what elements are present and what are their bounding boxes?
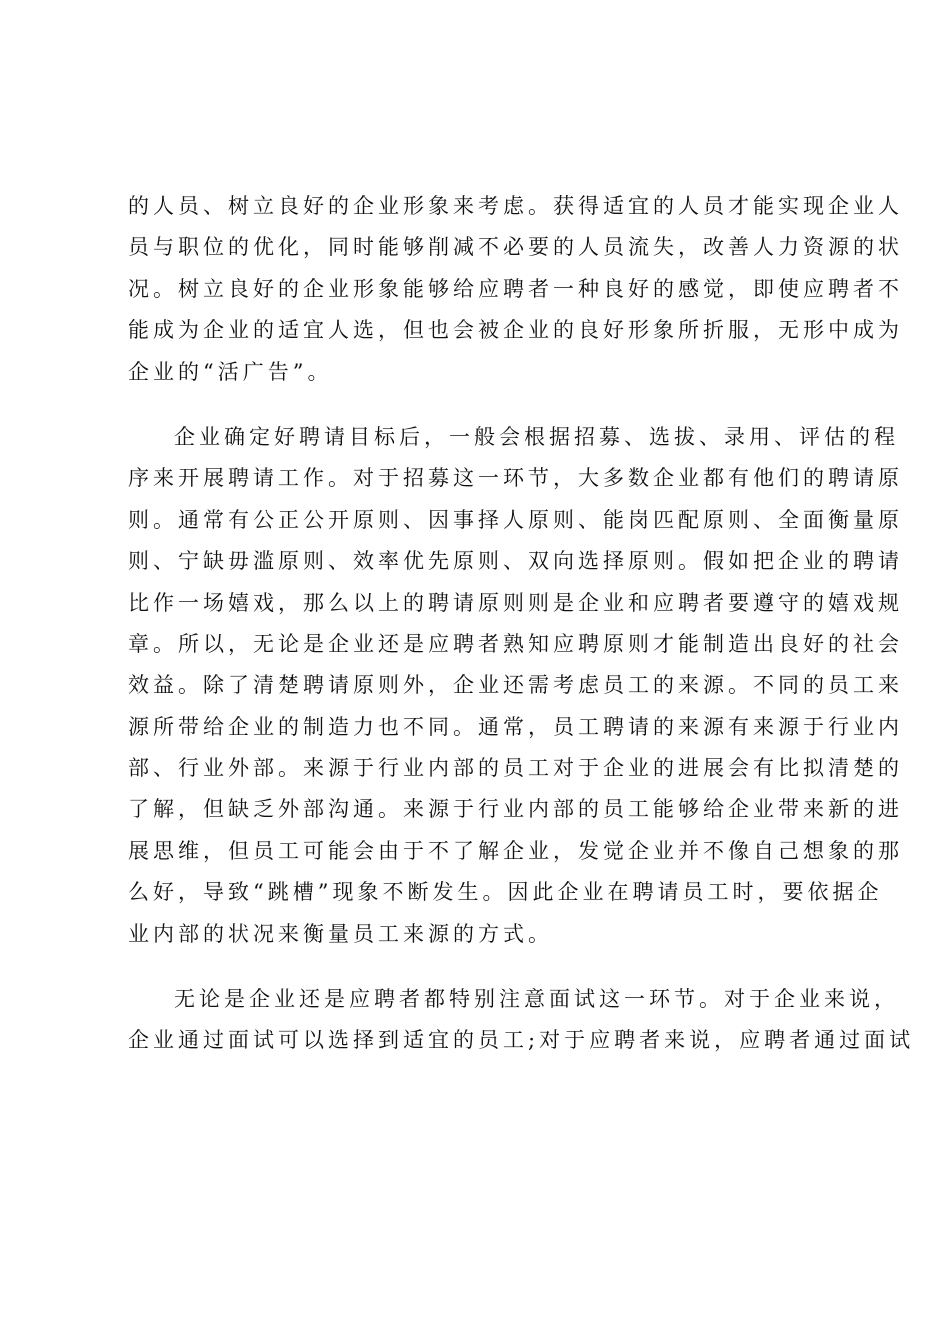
text-line: 源所带给企业的制造力也不同。通常，员工聘请的来源有来源于行业内 bbox=[128, 714, 903, 739]
text-line: 能成为企业的适宜人选，但也会被企业的良好形象所折服，无形中成为 bbox=[128, 318, 903, 343]
text-line: 则。通常有公正公开原则、因事择人原则、能岗匹配原则、全面衡量原 bbox=[128, 507, 903, 532]
text-line: 企业的“活广告”。 bbox=[128, 359, 333, 384]
text-line: 么好，导致“跳槽”现象不断发生。因此企业在聘请员工时，要依据企 bbox=[128, 880, 883, 905]
paragraph bbox=[128, 417, 903, 955]
text-line: 了解，但缺乏外部沟通。来源于行业内部的员工能够给企业带来新的进 bbox=[128, 797, 903, 822]
text-line: 企业确定好聘请目标后，一般会根据招募、选拔、录用、评估的程 bbox=[174, 424, 899, 449]
text-line: 则、宁缺毋滥原则、效率优先原则、双向选择原则。假如把企业的聘请 bbox=[128, 549, 903, 574]
text-line: 章。所以，无论是企业还是应聘者熟知应聘原则才能制造出良好的社会 bbox=[128, 631, 903, 656]
body-text bbox=[128, 186, 915, 1062]
text-line: 效益。除了清楚聘请原则外，企业还需考虑员工的来源。不同的员工来 bbox=[128, 673, 903, 698]
text-line: 序来开展聘请工作。对于招募这一环节，大多数企业都有他们的聘请原 bbox=[128, 466, 903, 491]
text-line: 部、行业外部。来源于行业内部的员工对于企业的进展会有比拟清楚的 bbox=[128, 756, 903, 781]
text-line: 业内部的状况来衡量员工来源的方式。 bbox=[128, 921, 553, 946]
paragraph-spacer bbox=[128, 393, 832, 417]
text-line: 况。树立良好的企业形象能够给应聘者一种良好的感觉，即使应聘者不 bbox=[128, 276, 903, 301]
text-line: 展思维，但员工可能会由于不了解企业，发觉企业并不像自己想象的那 bbox=[128, 838, 903, 863]
text-line: 企业通过面试可以选择到适宜的员工;对于应聘者来说，应聘者通过面试 bbox=[128, 1028, 915, 1053]
text-line: 比作一场嬉戏，那么以上的聘请原则则是企业和应聘者要遵守的嬉戏规 bbox=[128, 590, 903, 615]
paragraph-spacer bbox=[128, 955, 832, 979]
paragraph bbox=[128, 186, 903, 393]
text-line: 无论是企业还是应聘者都特别注意面试这一环节。对于企业来说， bbox=[174, 987, 899, 1012]
paragraph bbox=[128, 979, 915, 1062]
text-line: 的人员、树立良好的企业形象来考虑。获得适宜的人员才能实现企业人 bbox=[128, 194, 903, 218]
text-line: 员与职位的优化，同时能够削减不必要的人员流失，改善人力资源的状 bbox=[128, 235, 903, 260]
